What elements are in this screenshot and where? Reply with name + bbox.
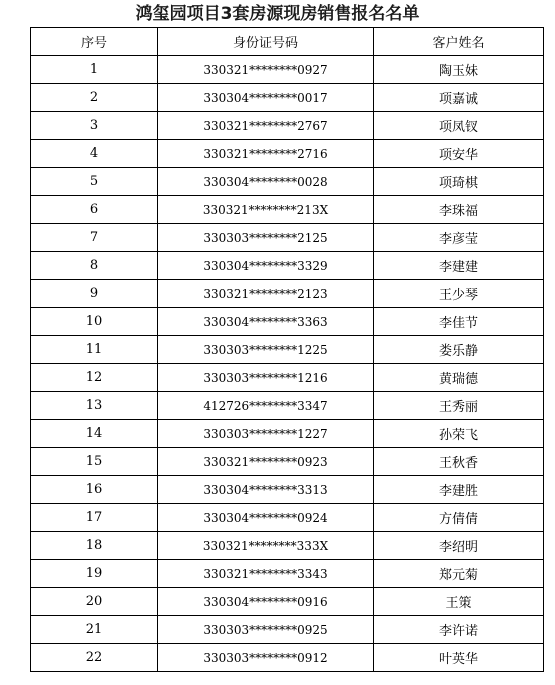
customer-name-cell: 李绍明 xyxy=(374,532,544,560)
serial-number-cell: 4 xyxy=(31,140,158,168)
customer-name-cell: 项嘉诚 xyxy=(374,84,544,112)
table-row xyxy=(31,308,544,336)
table-row xyxy=(31,364,544,392)
table-row xyxy=(31,56,544,84)
id-number-cell: 330304********3363 xyxy=(158,308,374,336)
table-row xyxy=(31,112,544,140)
serial-number-cell: 19 xyxy=(31,560,158,588)
serial-number-cell: 13 xyxy=(31,392,158,420)
customer-name-cell: 王秋香 xyxy=(374,448,544,476)
serial-number-cell: 1 xyxy=(31,56,158,84)
id-number-cell: 330321********0927 xyxy=(158,56,374,84)
table-row xyxy=(31,420,544,448)
serial-number-cell: 20 xyxy=(31,588,158,616)
id-number-cell: 330304********0017 xyxy=(158,84,374,112)
document-title: 鸿玺园项目3套房源现房销售报名名单 xyxy=(135,4,420,24)
serial-number-cell: 8 xyxy=(31,252,158,280)
header-customer-name: 客户姓名 xyxy=(374,28,544,56)
id-number-cell: 330303********1225 xyxy=(158,336,374,364)
id-number-cell: 330304********0916 xyxy=(158,588,374,616)
customer-name-cell: 孙荣飞 xyxy=(374,420,544,448)
customer-name-cell: 王少琴 xyxy=(374,280,544,308)
serial-number-cell: 14 xyxy=(31,420,158,448)
id-number-cell: 330304********3313 xyxy=(158,476,374,504)
customer-name-cell: 李佳节 xyxy=(374,308,544,336)
table-row xyxy=(31,504,544,532)
customer-name-cell: 项安华 xyxy=(374,140,544,168)
serial-number-cell: 17 xyxy=(31,504,158,532)
customer-name-cell: 叶英华 xyxy=(374,644,544,672)
table-row xyxy=(31,448,544,476)
id-number-cell: 330321********2767 xyxy=(158,112,374,140)
table-row xyxy=(31,84,544,112)
customer-name-cell: 李珠福 xyxy=(374,196,544,224)
table-row xyxy=(31,616,544,644)
serial-number-cell: 6 xyxy=(31,196,158,224)
serial-number-cell: 7 xyxy=(31,224,158,252)
id-number-cell: 330303********2125 xyxy=(158,224,374,252)
customer-name-cell: 项凤钗 xyxy=(374,112,544,140)
table-row xyxy=(31,168,544,196)
table-row xyxy=(31,336,544,364)
table-header-row xyxy=(31,28,544,56)
id-number-cell: 412726********3347 xyxy=(158,392,374,420)
customer-name-cell: 李彦莹 xyxy=(374,224,544,252)
id-number-cell: 330321********3343 xyxy=(158,560,374,588)
customer-name-cell: 项琦棋 xyxy=(374,168,544,196)
id-number-cell: 330321********2123 xyxy=(158,280,374,308)
id-number-cell: 330321********333X xyxy=(158,532,374,560)
header-serial-number: 序号 xyxy=(31,28,158,56)
table-row xyxy=(31,644,544,672)
id-number-cell: 330304********0028 xyxy=(158,168,374,196)
id-number-cell: 330321********2716 xyxy=(158,140,374,168)
id-number-cell: 330303********0925 xyxy=(158,616,374,644)
serial-number-cell: 12 xyxy=(31,364,158,392)
serial-number-cell: 18 xyxy=(31,532,158,560)
customer-name-cell: 李建胜 xyxy=(374,476,544,504)
serial-number-cell: 9 xyxy=(31,280,158,308)
customer-name-cell: 李许诺 xyxy=(374,616,544,644)
serial-number-cell: 22 xyxy=(31,644,158,672)
table-row xyxy=(31,476,544,504)
table-row xyxy=(31,560,544,588)
table-row xyxy=(31,224,544,252)
registration-table xyxy=(30,27,544,672)
id-number-cell: 330303********1227 xyxy=(158,420,374,448)
serial-number-cell: 21 xyxy=(31,616,158,644)
serial-number-cell: 3 xyxy=(31,112,158,140)
table-row xyxy=(31,280,544,308)
customer-name-cell: 李建建 xyxy=(374,252,544,280)
customer-name-cell: 黄瑞德 xyxy=(374,364,544,392)
customer-name-cell: 郑元菊 xyxy=(374,560,544,588)
table-row xyxy=(31,588,544,616)
customer-name-cell: 方倩倩 xyxy=(374,504,544,532)
customer-name-cell: 王策 xyxy=(374,588,544,616)
serial-number-cell: 5 xyxy=(31,168,158,196)
id-number-cell: 330321********0923 xyxy=(158,448,374,476)
serial-number-cell: 15 xyxy=(31,448,158,476)
serial-number-cell: 10 xyxy=(31,308,158,336)
customer-name-cell: 王秀丽 xyxy=(374,392,544,420)
table-row xyxy=(31,532,544,560)
table-body xyxy=(31,56,544,672)
customer-name-cell: 娄乐静 xyxy=(374,336,544,364)
id-number-cell: 330304********3329 xyxy=(158,252,374,280)
table-row xyxy=(31,392,544,420)
id-number-cell: 330303********1216 xyxy=(158,364,374,392)
serial-number-cell: 2 xyxy=(31,84,158,112)
table-row xyxy=(31,196,544,224)
id-number-cell: 330303********0912 xyxy=(158,644,374,672)
header-id-number: 身份证号码 xyxy=(158,28,374,56)
table-row xyxy=(31,140,544,168)
id-number-cell: 330304********0924 xyxy=(158,504,374,532)
serial-number-cell: 16 xyxy=(31,476,158,504)
serial-number-cell: 11 xyxy=(31,336,158,364)
customer-name-cell: 陶玉妹 xyxy=(374,56,544,84)
table-row xyxy=(31,252,544,280)
id-number-cell: 330321********213X xyxy=(158,196,374,224)
